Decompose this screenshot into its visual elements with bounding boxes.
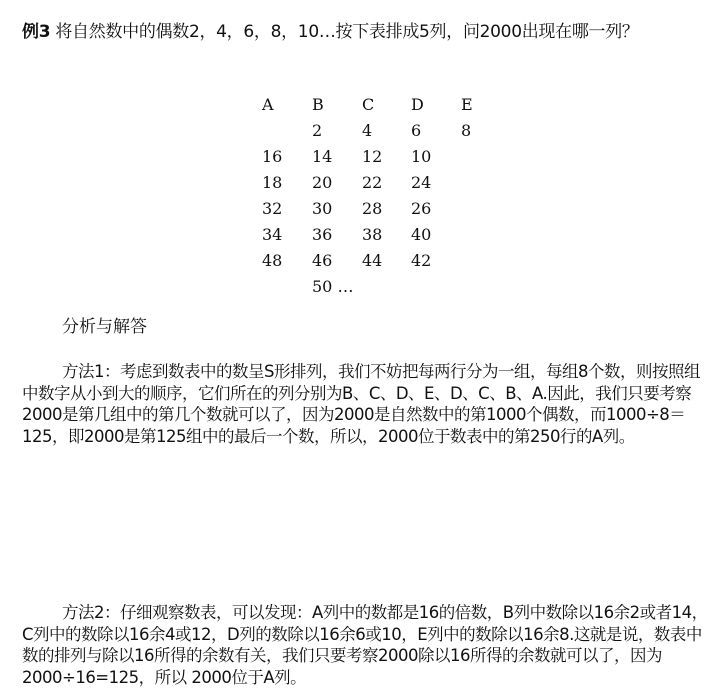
problem-text: 将自然数中的偶数2，4，6，8，10…按下表排成5列，问2000出现在哪一列？ [50,22,639,42]
analysis-heading: 分析与解答 [62,317,147,337]
table-cell: 26 [411,199,432,218]
table-cell: 16 [262,147,283,166]
method1-paragraph: 方法1：考虑到数表中的数呈S形排列，我们不妨把每两行分为一组，每组8个数，则按照组中数字从小到大的顺序，它们所在的列分别为B、C、D、E、D、C、B、A.因此，我们只要考察2000是第几组中的第几个数就可以了，因为2000是自然数中的第1000个偶数，而1000÷8＝125，即2000是第125组中的最后一个数，所以，2000位于数表中的第250行的A列。 [22,362,700,446]
table-cell: 38 [362,225,383,244]
table-cell: 44 [362,251,383,270]
table-cell: 22 [362,173,383,192]
table-cell: 36 [312,225,333,244]
table-cell: 48 [262,251,283,270]
column-header-b: B [312,95,324,114]
table-header-row [258,92,518,118]
table-cell: 18 [262,173,283,192]
table-cell: 40 [411,225,432,244]
table-row [258,248,518,274]
table-cell: 14 [312,147,333,166]
table-cell: 50 … [312,277,354,296]
table-cell: 24 [411,173,432,192]
problem-statement [22,22,712,43]
table-cell: 20 [312,173,333,192]
table-cell: 4 [362,121,373,140]
table-row [258,118,518,144]
column-header-c: C [362,95,375,114]
number-table [258,92,518,300]
table-cell: 8 [461,121,472,140]
column-header-e: E [461,95,473,114]
table-cell: 42 [411,251,432,270]
table-row [258,274,518,300]
table-row [258,170,518,196]
table-cell: 30 [312,199,333,218]
table-cell: 10 [411,147,432,166]
table-cell: 28 [362,199,383,218]
method2-paragraph: 方法2：仔细观察数表，可以发现：A列中的数都是16的倍数，B列中数除以16余2或者14，C列中的数除以16余4或12，D列的数除以16余6或10，E列中的数除以16余8.这就是说，数表中数的排列与除以16所得的余数有关，我们只要考察2000除以16所得的余数就可以了，因为2000÷16=125，所以 2000位于A列。 [22,603,708,687]
table-cell: 46 [312,251,333,270]
table-cell: 34 [262,225,283,244]
table-cell: 32 [262,199,283,218]
table-row [258,144,518,170]
table-cell: 12 [362,147,383,166]
column-header-d: D [411,95,424,114]
table-cell: 6 [411,121,422,140]
table-row [258,222,518,248]
column-header-a: A [262,95,274,114]
table-row [258,196,518,222]
problem-label: 例3 [22,22,51,42]
table-cell: 2 [312,121,323,140]
